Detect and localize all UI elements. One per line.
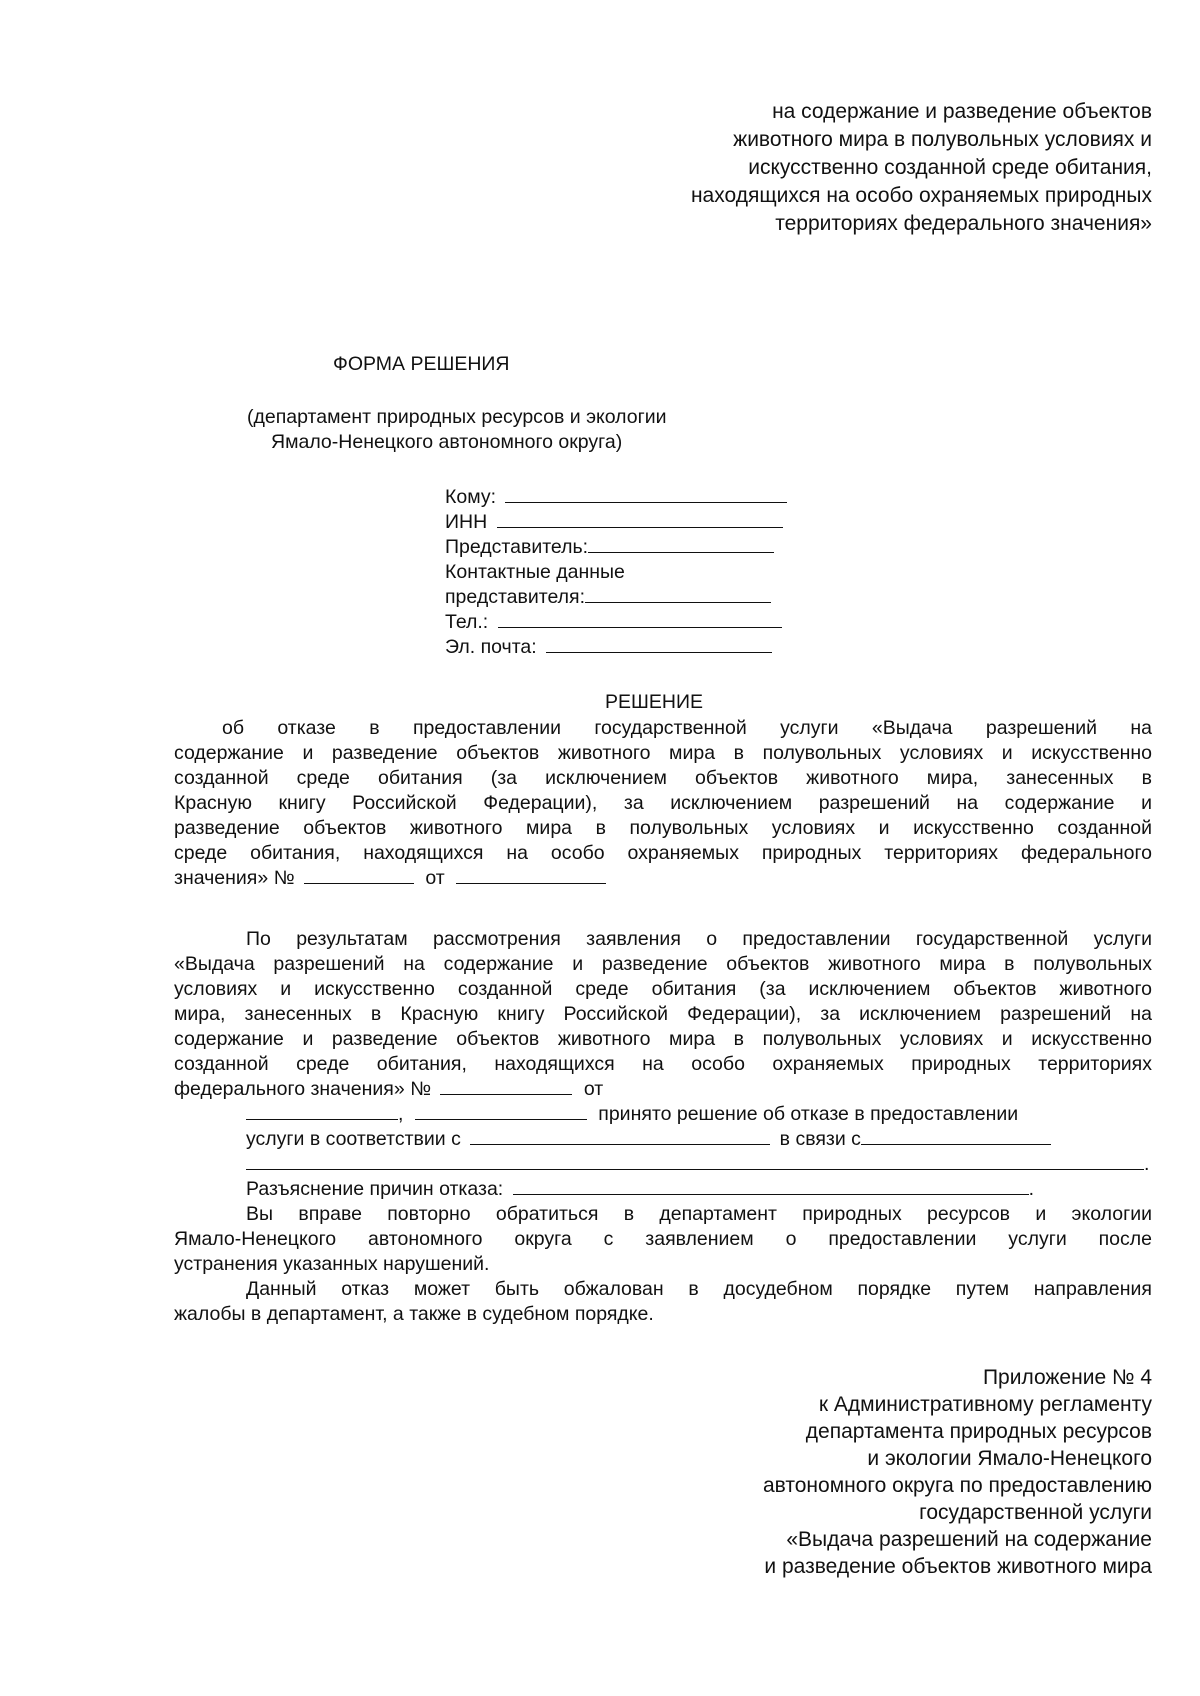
accepted-date-blank xyxy=(246,1102,398,1120)
decision-line: разведение объектов животного мира в полувольных условиях и искусственно созданной xyxy=(174,817,1152,839)
body-number-label: федерального значения» № xyxy=(174,1078,432,1100)
reapply-line: устранения указанных нарушений. xyxy=(174,1253,490,1275)
body-number-blank xyxy=(440,1077,572,1095)
recipient-contact-rep-label: представителя: xyxy=(445,586,586,608)
body-line: мира, занесенных в Красную книгу Российской Федерации), за исключением разрешений на xyxy=(174,1003,1152,1025)
reasons-blank xyxy=(513,1177,1029,1195)
body-from-label: от xyxy=(583,1078,604,1100)
appendix-line: государственной услуги xyxy=(919,1501,1152,1524)
recipient-phone-label: Тел.: xyxy=(445,611,489,633)
recipient-rep-blank xyxy=(588,535,774,553)
appendix-line: департамента природных ресурсов xyxy=(805,1420,1152,1443)
recipient-to-blank xyxy=(505,485,787,503)
header-line: находящихся на особо охраняемых природных xyxy=(690,184,1152,207)
full-line-blank xyxy=(246,1152,1144,1170)
reasons-label: Разъяснение причин отказа: xyxy=(246,1178,504,1200)
appeal-line: жалобы в департамент, а также в судебном порядке. xyxy=(174,1303,654,1325)
body-number-line xyxy=(174,1077,603,1101)
appendix-line: и экологии Ямало-Ненецкого xyxy=(867,1447,1152,1470)
header-line: территориях федерального значения» xyxy=(775,212,1152,235)
body-line: По результатам рассмотрения заявления о предоставлении государственной услуги xyxy=(246,928,1152,950)
service-basis-blank xyxy=(470,1127,770,1145)
blank-full-line: . xyxy=(246,1152,1149,1176)
recipient-phone-blank xyxy=(498,610,782,628)
recipient-phone xyxy=(445,610,782,634)
department-line: Ямало-Ненецкого автономного округа) xyxy=(271,431,623,453)
recipient-to-label: Кому: xyxy=(445,486,496,508)
accepted-place-blank xyxy=(415,1102,587,1120)
recipient-inn xyxy=(445,510,783,534)
form-title: ФОРМА РЕШЕНИЯ xyxy=(333,353,510,375)
in-connection-blank xyxy=(861,1127,1051,1145)
decision-line: созданной среде обитания (за исключением объектов животного мира, занесенных в xyxy=(174,767,1152,789)
decision-number-blank xyxy=(304,866,414,884)
recipient-rep-label: Представитель: xyxy=(445,536,589,558)
appendix-line: «Выдача разрешений на содержание xyxy=(786,1528,1152,1551)
recipient-email xyxy=(445,635,772,659)
appendix-line: и разведение объектов животного мира xyxy=(764,1555,1152,1578)
decision-date-blank xyxy=(456,866,606,884)
recipient-contact-blank xyxy=(585,585,771,603)
reasons-line: Разъяснение причин отказа: . xyxy=(246,1178,1035,1200)
appendix-line: к Административному регламенту xyxy=(818,1393,1152,1416)
department-line: (департамент природных ресурсов и экологии xyxy=(247,406,667,428)
recipient-inn-blank xyxy=(497,510,783,528)
header-line: искусственно созданной среде обитания, xyxy=(748,156,1152,179)
in-connection-label: в связи с xyxy=(779,1128,861,1150)
recipient-contact-rep xyxy=(445,585,771,609)
reapply-line: Вы вправе повторно обратиться в департамент природных ресурсов и экологии xyxy=(246,1203,1152,1225)
accepted-line: , принято решение об отказе в предоставлении xyxy=(246,1102,1018,1126)
recipient-email-label: Эл. почта: xyxy=(445,636,537,658)
decision-from-label: от xyxy=(425,867,445,889)
decision-line: среде обитания, находящихся на особо охраняемых природных территориях федерального xyxy=(174,842,1152,864)
decision-number-line xyxy=(174,866,606,890)
recipient-rep xyxy=(445,535,774,559)
body-line: созданной среде обитания, находящихся на особо охраняемых природных территориях xyxy=(174,1053,1152,1075)
header-line: на содержание и разведение объектов xyxy=(772,100,1152,123)
appendix-line: Приложение № 4 xyxy=(982,1366,1152,1389)
recipient-email-blank xyxy=(546,635,772,653)
decision-line: Красную книгу Российской Федерации), за исключением разрешений на содержание и xyxy=(174,792,1152,814)
reapply-line: Ямало-Ненецкого автономного округа с заявлением о предоставлении услуги после xyxy=(174,1228,1152,1250)
accepted-text: принято решение об отказе в предоставлении xyxy=(598,1103,1019,1125)
recipient-contact: Контактные данные xyxy=(445,561,625,583)
body-line: содержание и разведение объектов животного мира в полувольных условиях и искусственно xyxy=(174,1028,1152,1050)
service-line xyxy=(246,1127,1051,1151)
body-line: условиях и искусственно созданной среде обитания (за исключением объектов животного xyxy=(174,978,1152,1000)
decision-line: содержание и разведение объектов животного мира в полувольных условиях и искусственно xyxy=(174,742,1152,764)
decision-line: об отказе в предоставлении государственной услуги «Выдача разрешений на xyxy=(222,717,1152,739)
recipient-inn-label: ИНН xyxy=(445,511,488,533)
header-line: животного мира в полувольных условиях и xyxy=(733,128,1152,151)
appendix-line: автономного округа по предоставлению xyxy=(763,1474,1152,1497)
decision-title: РЕШЕНИЕ xyxy=(605,691,703,713)
appeal-line: Данный отказ может быть обжалован в досудебном порядке путем направления xyxy=(246,1278,1152,1300)
recipient-to xyxy=(445,485,787,509)
decision-number-label: значения» № xyxy=(174,867,295,889)
body-line: «Выдача разрешений на содержание и разведение объектов животного мира в полувольных xyxy=(174,953,1152,975)
service-prefix: услуги в соответствии с xyxy=(246,1128,461,1150)
